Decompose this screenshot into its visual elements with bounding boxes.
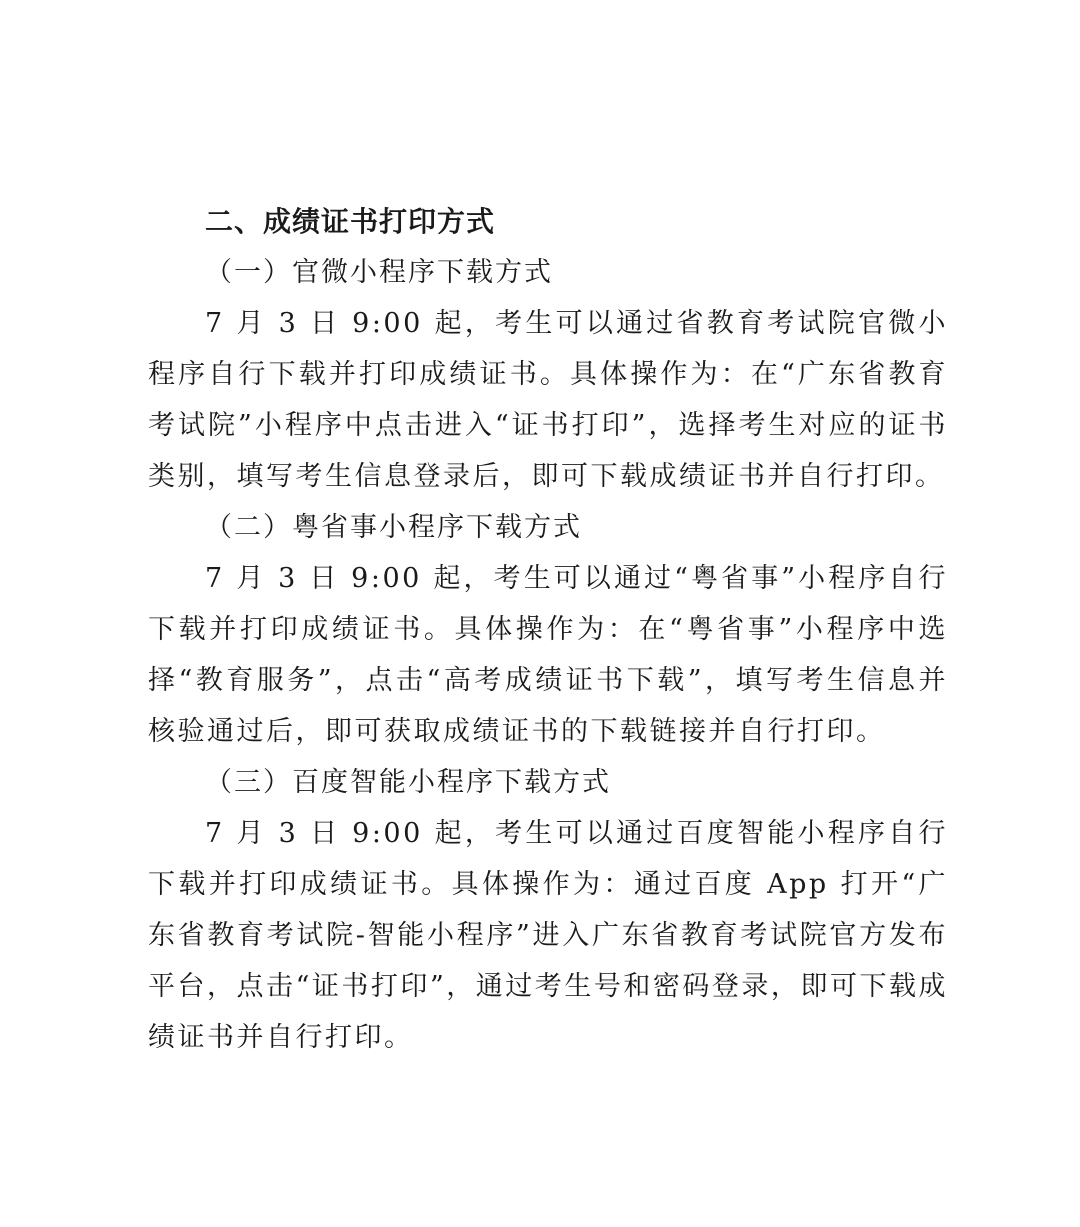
subsection-body: 7 月 3 日 9:00 起，考生可以通过“粤省事”小程序自行下载并打印成绩证书。具体操作为：在“粤省事”小程序中选择“教育服务”，点击“高考成绩证书下载”，填写考生信息并核验通过后，即可获取成绩证书的下载链接并自行打印。 — [148, 563, 948, 747]
subsection-baidu — [148, 757, 948, 1063]
subsection-heading: （二）粤省事小程序下载方式 — [205, 512, 582, 543]
subsection-body: 7 月 3 日 9:00 起，考生可以通过省教育考试院官微小程序自行下载并打印成绩证书。具体操作为：在“广东省教育考试院”小程序中点击进入“证书打印”，选择考生对应的证书类别，填写考生信息登录后，即可下载成绩证书并自行打印。 — [148, 308, 948, 492]
subsection-wechat — [148, 247, 948, 502]
document-page — [148, 196, 948, 1063]
section-title: 二、成绩证书打印方式 — [205, 205, 496, 238]
subsection-heading: （三）百度智能小程序下载方式 — [205, 767, 611, 798]
subsection-body: 7 月 3 日 9:00 起，考生可以通过百度智能小程序自行下载并打印成绩证书。具体操作为：通过百度 App 打开“广东省教育考试院-智能小程序”进入广东省教育考试院官方发布平台，点击“证书打印”，通过考生号和密码登录，即可下载成绩证书并自行打印。 — [148, 818, 948, 1053]
subsection-heading: （一）官微小程序下载方式 — [205, 257, 553, 288]
subsection-yueshengshi — [148, 502, 948, 757]
